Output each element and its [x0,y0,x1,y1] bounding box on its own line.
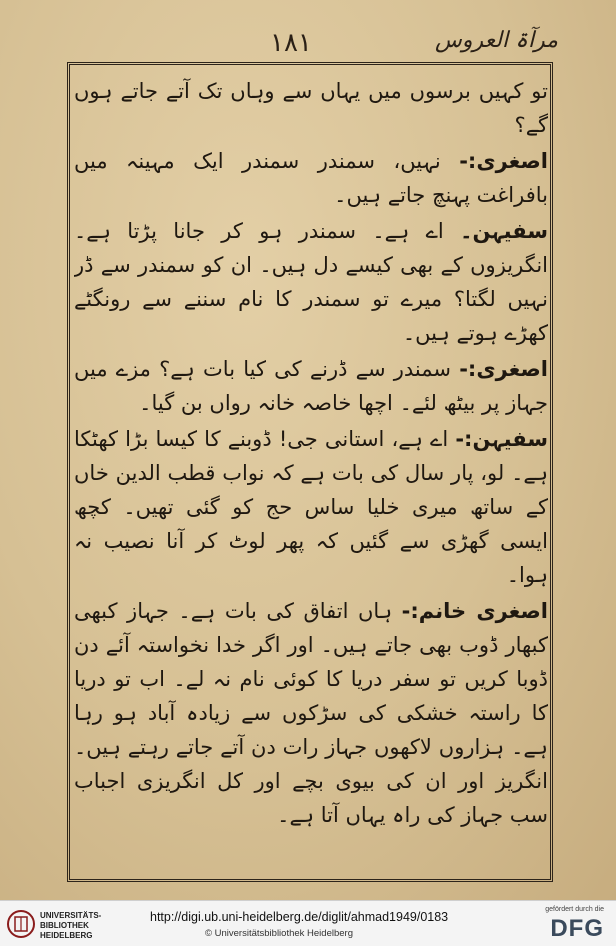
paragraph [74,144,548,212]
digitization-footer [0,900,616,946]
running-title: مرآۃ العروس [435,28,558,53]
funded-by-label: gefördert durch die [545,906,604,913]
paragraph-text: ہاں اتفاق کی بات ہے۔ جہاز کبھی کبھار ڈوب بھی جاتے ہیں۔ اور اگر خدا نخواستہ آئے دن ڈوبا کریں تو سفر دریا کا کوئی نام نہ لے۔ اب تو دریا کا راستہ خشکی کی سڑکوں سے زیادہ آباد ہو رہا ہے۔ ہزاروں لاکھوں جہاز رات دن آتے جاتے رہتے ہیں۔ انگریز اور ان کی بیوی بچے اور کل انگریزی اجباب سب جہاز کی راہ یہاں آتا ہے۔ [74,599,548,827]
paragraph-text: اے ہے، استانی جی! ڈوبنے کا کیسا بڑا کھٹکا ہے۔ لو، پار سال کی بات ہے کہ نواب قطب الدین خاں کے ساتھ میری خلیا ساس حج کو گئی تھیں۔ کچھ ایسی گھڑی سے گئیں کہ پھر لوٹ کر آنا نصیب نہ ہوا۔ [74,427,548,587]
page-number: ۱۸۱ [270,28,312,58]
paragraph-text: تو کہیں برسوں میں یہاں سے وہاں تک آتے جاتے ہوں گے؟ [74,79,548,137]
paragraph-text: نہیں، سمندر سمندر ایک مہینہ میں بافراغت پہنچ جاتے ہیں۔ [74,149,548,207]
speaker-name: سفیہن:- [455,427,548,451]
paragraph [74,594,548,832]
paragraph-text: اے ہے۔ سمندر ہو کر جانا پڑتا ہے۔ انگریزوں کے بھی کیسے دل ہیں۔ ان کو سمندر سے ڈر نہیں لگتا؟ میرے تو سمندر کا نام سننے سے رونگٹے کھڑے ہوتے ہیں۔ [74,219,548,345]
speaker-name: سفیہن۔ [460,219,548,243]
speaker-name: اصغری:- [459,149,548,173]
library-name: UNIVERSITÄTS- BIBLIOTHEK HEIDELBERG [40,911,102,940]
paragraph [74,352,548,420]
paragraph [74,214,548,350]
paragraph [74,74,548,142]
paragraph [74,422,548,592]
copyright-notice: © Universitätsbibliothek Heidelberg [205,928,353,939]
page-body [74,74,548,874]
permalink-url[interactable]: http://digi.ub.uni-heidelberg.de/diglit/ahmad1949/0183 [150,910,449,924]
paragraph-text: سمندر سے ڈرنے کی کیا بات ہے؟ مزے میں جہاز پر بیٹھ لئے۔ اچھا خاصہ خانہ رواں بن گیا۔ [74,357,548,415]
speaker-name: اصغری:- [459,357,548,381]
speaker-name: اصغری خانم:- [401,599,548,623]
dfg-logo: DFG [550,915,604,942]
